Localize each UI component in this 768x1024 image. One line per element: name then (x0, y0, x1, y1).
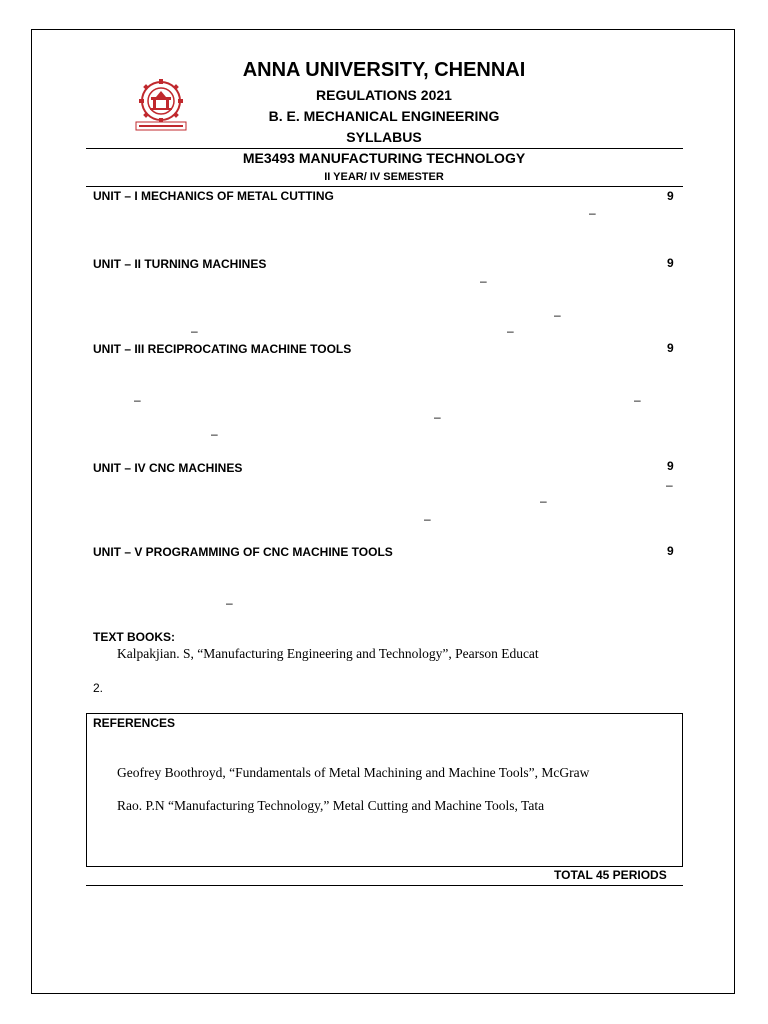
unit-2-hours: 9 (667, 256, 674, 270)
year-semester-label: II YEAR/ IV SEMESTER (324, 171, 444, 183)
reference-item: Rao. P.N “Manufacturing Technology,” Metal Cutting and Machine Tools, Tata (117, 798, 545, 813)
course-title: ME3493 MANUFACTURING TECHNOLOGY (242, 150, 526, 166)
text-book-item: 2. (93, 681, 104, 695)
unit-5-title: UNIT – V PROGRAMMING OF CNC MACHINE TOOLS (93, 545, 393, 559)
dash-mark: – (589, 206, 596, 220)
total-periods: TOTAL 45 PERIODS (554, 868, 667, 882)
dash-mark: – (434, 410, 441, 424)
dash-mark: – (554, 308, 561, 322)
course-divider (86, 186, 683, 187)
dash-mark: – (226, 596, 233, 610)
syllabus-label: SYLLABUS (346, 129, 422, 145)
unit-1-title: UNIT – I MECHANICS OF METAL CUTTING (93, 189, 334, 203)
unit-1-hours: 9 (667, 189, 674, 203)
dash-mark: – (424, 512, 431, 526)
dash-mark: – (634, 393, 641, 407)
unit-4-title: UNIT – IV CNC MACHINES (93, 461, 243, 475)
references-box (86, 713, 683, 867)
unit-5-hours: 9 (667, 544, 674, 558)
university-title: ANNA UNIVERSITY, CHENNAI (242, 59, 526, 81)
footer-divider (86, 885, 683, 886)
text-books-heading: TEXT BOOKS: (93, 630, 176, 644)
unit-2-title: UNIT – II TURNING MACHINES (93, 257, 267, 271)
unit-3-title: UNIT – III RECIPROCATING MACHINE TOOLS (93, 342, 352, 356)
unit-4-hours: 9 (667, 459, 674, 473)
dash-mark: – (540, 494, 547, 508)
dash-mark: – (666, 478, 673, 492)
dash-mark: – (211, 427, 218, 441)
dash-mark: – (134, 393, 141, 407)
dash-mark: – (191, 324, 198, 338)
text-book-item: Kalpakjian. S, “Manufacturing Engineering and Technology”, Pearson Educat (117, 646, 539, 661)
dash-mark: – (507, 324, 514, 338)
header-divider (86, 148, 683, 149)
dash-mark: – (480, 274, 487, 288)
regulations-label: REGULATIONS 2021 (316, 87, 452, 103)
programme-label: B. E. MECHANICAL ENGINEERING (268, 108, 500, 124)
reference-item: Geofrey Boothroyd, “Fundamentals of Metal Machining and Machine Tools”, McGraw (117, 765, 590, 780)
unit-3-hours: 9 (667, 341, 674, 355)
references-heading: REFERENCES (93, 716, 176, 730)
